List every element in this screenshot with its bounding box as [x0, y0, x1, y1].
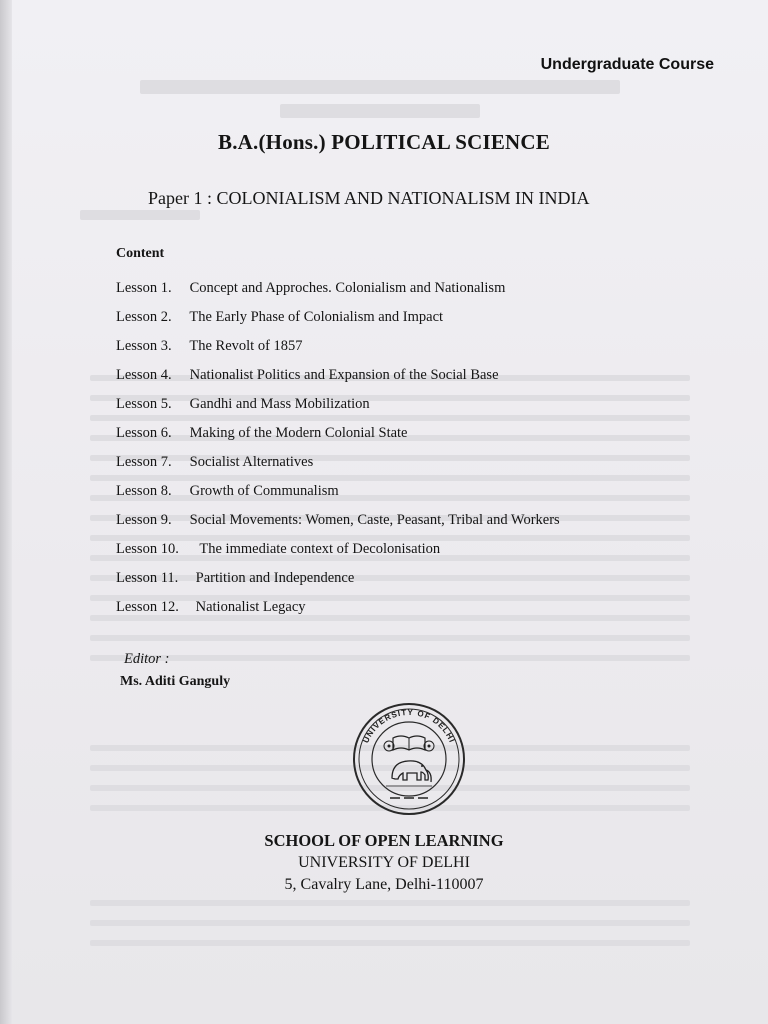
editor-label: Editor :	[124, 651, 170, 667]
list-item	[116, 423, 560, 452]
lesson-number: Lesson 7.	[116, 454, 172, 470]
lesson-number: Lesson 12.	[116, 599, 179, 615]
school-name: SCHOOL OF OPEN LEARNING	[264, 831, 504, 850]
list-item	[116, 307, 560, 336]
lesson-title: Making of the Modern Colonial State	[189, 425, 408, 441]
university-seal-icon	[352, 702, 466, 816]
list-item	[116, 452, 560, 481]
degree-title: B.A.(Hons.) POLITICAL SCIENCE	[218, 130, 550, 154]
lesson-number: Lesson 6.	[116, 425, 172, 441]
lesson-title: The Revolt of 1857	[189, 338, 303, 354]
content-heading: Content	[116, 246, 165, 261]
lesson-number: Lesson 3.	[116, 338, 172, 354]
lesson-list	[116, 278, 560, 626]
list-item	[116, 394, 560, 423]
lesson-number: Lesson 8.	[116, 483, 172, 499]
address: 5, Cavalry Lane, Delhi-110007	[284, 876, 484, 893]
lesson-title: Concept and Approches. Colonialism and Nationalism	[189, 280, 506, 296]
lesson-title: The immediate context of Decolonisation	[199, 541, 441, 557]
lesson-title: Growth of Communalism	[189, 483, 339, 499]
list-item	[116, 597, 560, 626]
course-label: Undergraduate Course	[540, 56, 714, 73]
lesson-number: Lesson 11.	[116, 570, 179, 586]
lesson-title: Nationalist Politics and Expansion of the Social Base	[189, 367, 499, 383]
lesson-title: Partition and Independence	[195, 570, 355, 586]
list-item	[116, 481, 560, 510]
editor-name: Ms. Aditi Ganguly	[120, 674, 231, 689]
seal-text: UNIVERSITY OF DELHI	[361, 707, 457, 745]
university-name: UNIVERSITY OF DELHI	[298, 854, 470, 871]
list-item	[116, 278, 560, 307]
list-item	[116, 568, 560, 597]
list-item	[116, 336, 560, 365]
list-item	[116, 365, 560, 394]
list-item	[116, 510, 560, 539]
lesson-number: Lesson 9.	[116, 512, 172, 528]
lesson-number: Lesson 5.	[116, 396, 172, 412]
publisher-block	[0, 830, 768, 896]
lesson-title: Social Movements: Women, Caste, Peasant, Tribal and Workers	[189, 512, 560, 528]
lesson-title: The Early Phase of Colonialism and Impact	[189, 309, 444, 325]
lesson-title: Socialist Alternatives	[189, 454, 314, 470]
lesson-number: Lesson 4.	[116, 367, 172, 383]
paper-title: Paper 1 : COLONIALISM AND NATIONALISM IN INDIA	[148, 188, 590, 208]
lesson-title: Nationalist Legacy	[195, 599, 306, 615]
lesson-title: Gandhi and Mass Mobilization	[189, 396, 370, 412]
lesson-number: Lesson 2.	[116, 309, 172, 325]
lesson-number: Lesson 1.	[116, 280, 172, 296]
lesson-number: Lesson 10.	[116, 541, 179, 557]
list-item	[116, 539, 560, 568]
